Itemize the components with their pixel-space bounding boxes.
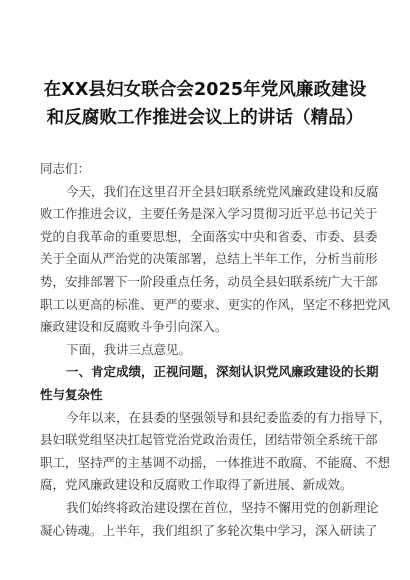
document-body <box>40 158 392 542</box>
heading-line: 一、肯定成绩，正视问题，深刻认识党风廉政建设的长期 <box>66 364 379 380</box>
heading-line: 性与复杂性 <box>40 386 103 402</box>
paragraph-line: 下面，我讲三点意见。 <box>66 341 192 357</box>
paragraph-line: 县妇联党组坚决扛起管党治党政治责任，团结带领全系统干部 <box>40 432 378 448</box>
paragraph-line: 凝心铸魂。上半年，我们组织了多轮次集中学习，深入研读了 <box>40 522 378 538</box>
title-line: 和反腐败工作推进会议上的讲话（精品） <box>46 108 364 128</box>
paragraph-line: 腐，党风廉政建设和反腐败工作取得了新进展、新成效。 <box>40 477 353 493</box>
paragraph-political-building <box>40 497 379 542</box>
document-title <box>40 76 370 132</box>
paragraph-line: 势，安排部署下一阶段重点任务，动员全县妇联系统广大干部 <box>40 273 378 289</box>
paragraph-line: 今年以来，在县委的坚强领导和县纪委监委的有力指导下， <box>66 409 392 425</box>
paragraph-line: 我们始终将政治建设摆在首位，坚持不懈用党的创新理论 <box>66 499 379 515</box>
salutation: 同志们： <box>40 161 91 176</box>
paragraph-intro <box>40 339 370 362</box>
paragraph-opening <box>40 181 391 339</box>
paragraph-line: 廉政建设和反腐败斗争引向深入。 <box>40 319 228 335</box>
paragraph-line: 关于全面从严治党的决策部署，总结上半年工作，分析当前形 <box>40 251 378 267</box>
paragraph-line: 败工作推进会议，主要任务是深入学习贯彻习近平总书记关于 <box>40 206 378 222</box>
section-heading <box>40 361 379 406</box>
paragraph-achievements <box>40 407 392 497</box>
paragraph-line: 职工，坚持严的主基调不动摇，一体推进不敢腐、不能腐、不想 <box>40 454 391 470</box>
title-line: 在XX县妇女联合会2025年党风廉政建设 <box>43 80 367 100</box>
paragraph-line: 今天，我们在这里召开全县妇联系统党风廉政建设和反腐 <box>66 183 379 199</box>
paragraph-line: 党的自我革命的重要思想，全面落实中央和省委、市委、县委 <box>40 228 378 244</box>
paragraph-line: 职工以更高的标准、更严的要求、更实的作风，坚定不移把党风 <box>40 296 391 312</box>
